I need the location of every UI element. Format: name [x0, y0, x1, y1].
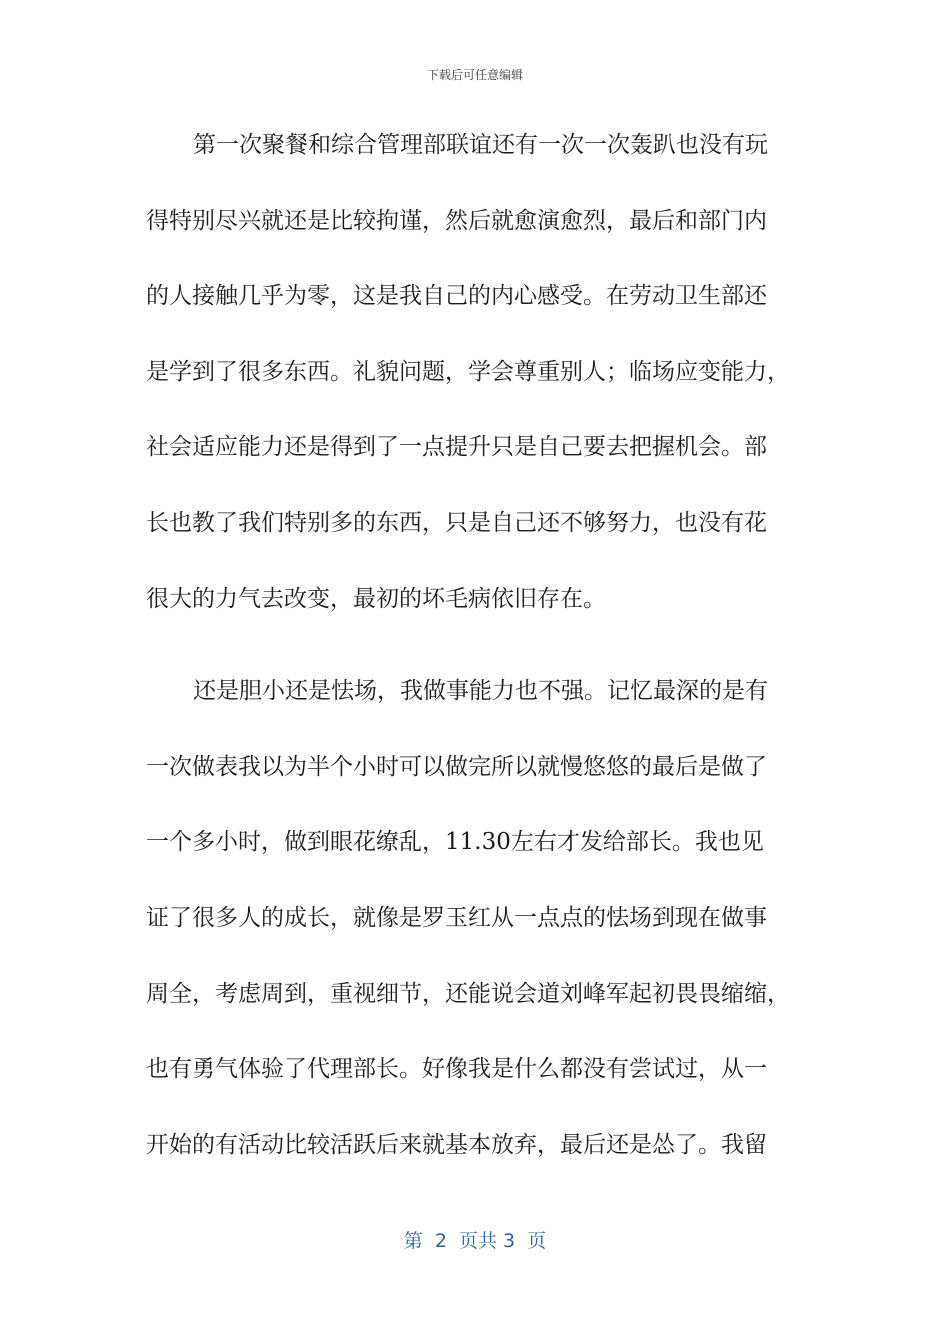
- text-line: 第一次聚餐和综合管理部联谊还有一次一次轰趴也没有玩: [193, 132, 768, 158]
- paragraph-1: [146, 120, 806, 649]
- text-line: 得特别尽兴就还是比较拘谨，然后就愈演愈烈，最后和部门内: [146, 207, 767, 234]
- text-line: 还是胆小还是怯场，我做事能力也不强。记忆最深的是有: [193, 678, 768, 705]
- text-line: 社会适应能力还是得到了一点提升只是自己要去把握机会。部: [146, 434, 767, 461]
- text-line: 证了很多人的成长，就像是罗玉红从一点点的怯场到现在做事: [146, 904, 767, 931]
- text-line: 也有勇气体验了代理部长。好像我是什么都没有尝试过，从一: [146, 1056, 767, 1083]
- document-body: [146, 120, 806, 1195]
- text-line: 周全，考虑周到，重视细节，还能说会道刘峰军起初畏畏缩缩，: [146, 980, 790, 1007]
- text-line: 的人接触几乎为零，这是我自己的内心感受。在劳动卫生部还: [146, 283, 767, 310]
- page-header: 下载后可任意编辑: [426, 68, 523, 82]
- text-line: 一个多小时，做到眼花缭乱，11.30左右才发给部长。我也见: [146, 829, 764, 856]
- text-line: 长也教了我们特别多的东西，只是自己还不够努力，也没有花: [146, 509, 767, 536]
- text-line: 很大的力气去改变，最初的坏毛病依旧存在。: [146, 585, 606, 612]
- text-line: 一次做表我以为半个小时可以做完所以就慢悠悠的最后是做了: [146, 753, 767, 780]
- paragraph-2: [146, 666, 806, 1195]
- page-number-footer: 第 2 页共 3 页: [403, 1230, 547, 1252]
- text-line: 是学到了很多东西。礼貌问题，学会尊重别人；临场应变能力，: [146, 358, 790, 385]
- text-line: 开始的有活动比较活跃后来就基本放弃，最后还是怂了。我留: [146, 1131, 767, 1158]
- paragraph-gap: [146, 649, 806, 666]
